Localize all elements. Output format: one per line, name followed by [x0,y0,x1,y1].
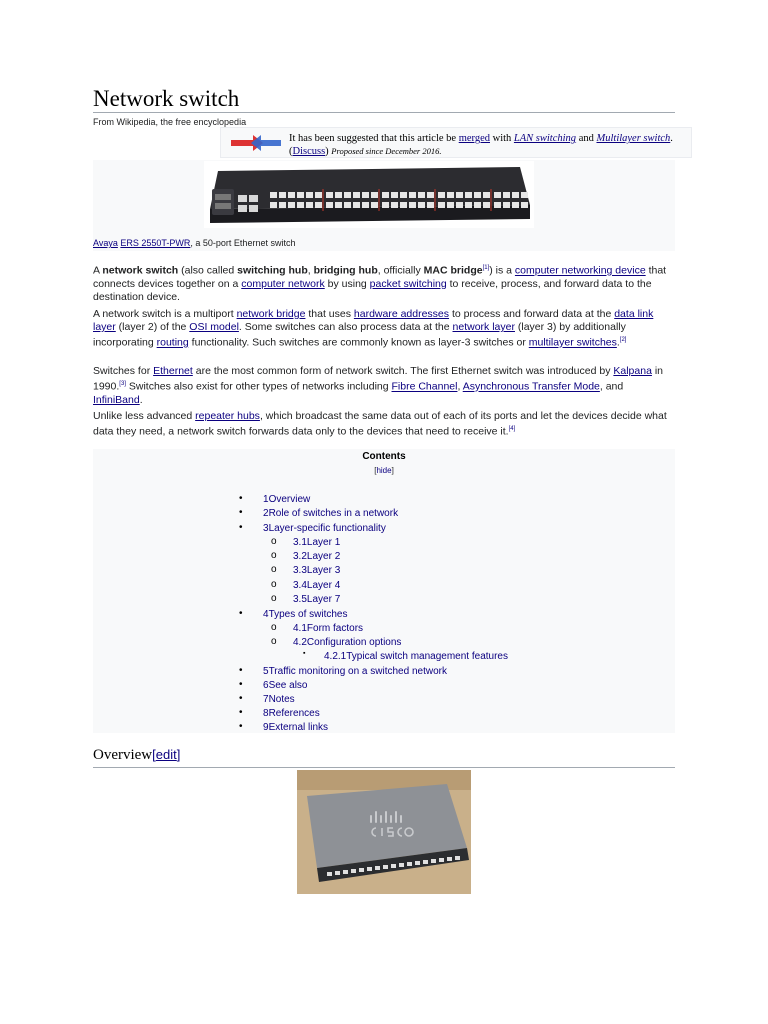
toc-num: 3.3 [293,565,307,576]
merge-text-4: . ( [289,133,673,157]
toc-hide-toggle[interactable] [93,466,675,475]
toc-label: Typical switch management features [346,651,508,662]
ref-2[interactable]: [2] [619,337,627,343]
paragraph-ethernet [93,365,675,407]
toc-label: Layer 7 [306,594,341,605]
multilayer-switches-link[interactable]: multilayer switches [528,336,617,349]
toc-item[interactable] [324,651,508,662]
site-tagline: From Wikipedia, the free encyclopedia [93,117,247,127]
toc-label: See also [268,680,308,691]
toc-bullet: • [239,707,243,718]
p1-text: by using [324,277,370,290]
p2-text: to process and forward data at the [449,308,615,320]
toc-bullet: • [239,665,243,676]
ref-4[interactable]: [4] [508,426,516,432]
ers-model-link[interactable]: ERS 2550T-PWR [120,238,191,248]
toc-num: 4 [263,609,269,620]
p4-text: Unlike less advanced [93,410,196,422]
toc-num: 4.2.1 [324,651,347,662]
toc-bullet: • [239,507,243,518]
p2-text: that uses [305,308,354,320]
edit-section-link[interactable] [152,747,180,762]
p2-text: . Some switches can also process data at the [238,321,453,333]
toc-label: Configuration options [306,637,402,648]
section-divider [93,767,675,768]
ethernet-link[interactable]: Ethernet [153,365,193,377]
toc-bullet: o [271,579,277,590]
toc-item[interactable] [263,680,307,691]
repeater-hubs-link[interactable]: repeater hubs [195,410,260,422]
merged-link[interactable]: merged [458,133,490,144]
toc-title: Contents [362,451,406,462]
table-of-contents [93,449,675,733]
toc-num: 3.1 [293,537,307,548]
toc-num: 4.1 [293,623,307,634]
toc-item[interactable] [263,694,295,705]
toc-bullet: o [271,622,277,633]
toc-bullet: • [239,522,243,533]
infiniband-link[interactable]: InfiniBand [93,393,140,406]
hardware-addresses-link[interactable]: hardware addresses [353,308,450,320]
toc-num: 9 [263,722,269,733]
toc-num: 3 [263,523,269,534]
overview-heading-text: Overview [93,747,153,763]
p1-text: ) is a [489,264,515,277]
page-title: Network switch [93,86,240,111]
toc-hide-bracket: [ [374,466,377,475]
merge-text-5: ) [325,146,332,157]
toc-bullet: o [271,564,277,575]
toc-item[interactable] [263,523,386,534]
toc-item[interactable] [293,580,340,591]
toc-label: External links [268,722,329,733]
edit-bracket: ] [176,747,181,762]
toc-label: Layer-specific functionality [268,523,386,534]
toc-label: Types of switches [268,609,348,620]
toc-num: 6 [263,680,269,691]
data-link-layer-link[interactable]: data link layer [93,308,654,333]
p1-text: (also called [178,264,238,277]
p4-text: , which broadcast the same data out of each of its ports and let the devices decide what data they need, a network switch forwards data only to the devices that need to receive it. [93,410,667,438]
toc-label: Traffic monitoring on a switched network [268,666,447,677]
toc-item[interactable] [263,708,320,719]
p2-text: functionality. Such switches are commonly known as layer-3 switches or [188,336,529,349]
toc-label: Layer 3 [306,565,341,576]
toc-num: 3.4 [293,580,307,591]
paragraph-multiport [93,308,675,350]
toc-label: References [268,708,320,719]
network-bridge-link[interactable]: network bridge [236,308,306,320]
packet-switching-link[interactable]: packet switching [369,277,447,290]
toc-num: 7 [263,694,269,705]
computer-networking-device-link[interactable]: computer networking device [514,264,646,277]
p2-text: A network switch is a multiport [93,308,237,320]
p1-text: that connects devices together on a [93,264,667,290]
toc-num: 3.5 [293,594,307,605]
network-layer-link[interactable]: network layer [452,321,515,333]
toc-item[interactable] [293,551,340,562]
p3-text: . [139,393,143,406]
title-divider [93,112,675,113]
p3-text: , and [599,380,624,393]
paragraph-repeater [93,410,675,439]
discuss-link[interactable]: Discuss [292,146,326,157]
p1-bold-term: bridging hub [313,264,378,277]
toc-label: Layer 4 [306,580,341,591]
fibre-channel-link[interactable]: Fibre Channel [391,380,458,393]
multilayer-switch-link[interactable]: Multilayer switch [596,133,671,144]
toc-item[interactable] [293,565,340,576]
toc-bullet: o [271,550,277,561]
toc-bullet: o [271,636,277,647]
toc-num: 4.2 [293,637,307,648]
toc-bullet: • [239,693,243,704]
toc-item[interactable] [263,494,310,505]
toc-label: Layer 1 [306,537,341,548]
toc-hide-link[interactable]: hide [376,466,392,475]
paragraph-intro [93,262,675,304]
toc-bullet: o [271,593,277,604]
toc-bullet: • [239,721,243,732]
atm-link[interactable]: Asynchronous Transfer Mode [462,380,600,393]
avaya-switch-image[interactable] [204,161,534,228]
toc-bullet: • [239,679,243,690]
toc-label: Overview [268,494,311,505]
toc-hide-bracket: ] [391,466,394,475]
merge-notice-text [289,132,689,158]
routing-link[interactable]: routing [156,336,189,349]
caption-text: , a 50-port Ethernet switch [190,238,296,248]
kalpana-link[interactable]: Kalpana [613,365,652,377]
computer-network-link[interactable]: computer network [241,277,325,290]
p2-text: . [616,336,620,349]
toc-item[interactable] [263,722,328,733]
toc-item[interactable] [263,508,398,519]
toc-num: 1 [263,494,269,505]
p3-text: are the most common form of network switch. The first Ethernet switch was introduced by [192,365,614,377]
edit-link[interactable]: edit [155,747,177,762]
avaya-link[interactable]: Avaya [93,238,118,248]
toc-num: 3.2 [293,551,307,562]
p2-text: (layer 2) of the [115,321,190,333]
toc-num: 2 [263,508,269,519]
toc-bullet: o [271,536,277,547]
edit-bracket: [ [152,747,156,762]
toc-label: Role of switches in a network [268,508,399,519]
merge-notice [220,127,692,158]
merge-text-3: and [576,133,597,144]
p1-text: to receive, process, and forward data to the destination device. [93,277,652,303]
proposed-date: Proposed since December 2016. [331,146,442,156]
p1-text: , [307,264,314,277]
p1-bold-term: network switch [102,264,179,277]
toc-label: Layer 2 [306,551,341,562]
osi-model-link[interactable]: OSI model [189,321,239,333]
p3-text: in 1990. [93,365,664,393]
merge-arrows-icon [231,133,281,153]
toc-label: Notes [268,694,295,705]
p1-text: , officially [377,264,424,277]
toc-item[interactable] [293,537,340,548]
toc-num: 8 [263,708,269,719]
ref-1[interactable]: [1] [482,265,490,271]
overview-heading [93,747,180,764]
infobox-caption [93,238,295,248]
toc-item[interactable] [263,666,447,677]
p1-bold-term: switching hub [237,264,308,277]
toc-item[interactable] [263,609,347,620]
toc-num: 5 [263,666,269,677]
p2-text: (layer 3) by additionally incorporating [93,321,626,349]
merge-text-1: It has been suggested that this article be [289,133,459,144]
ref-3[interactable]: [3] [119,381,126,387]
p1-text: A [93,264,103,277]
p3-text: Switches for [93,365,154,377]
merge-text-2: with [490,133,514,144]
toc-label: Form factors [306,623,364,634]
toc-bullet: ▪ [303,650,306,657]
p3-text: Switches also exist for other types of networks including [125,380,392,393]
lan-switching-link[interactable]: LAN switching [513,133,577,144]
p1-bold-term: MAC bridge [423,264,483,277]
toc-item[interactable] [293,623,363,634]
toc-bullet: • [239,608,243,619]
cisco-switch-image[interactable] [297,770,471,894]
p3-text: , [457,380,463,393]
toc-item[interactable] [293,594,340,605]
toc-bullet: • [239,493,243,504]
toc-item[interactable] [293,637,401,648]
